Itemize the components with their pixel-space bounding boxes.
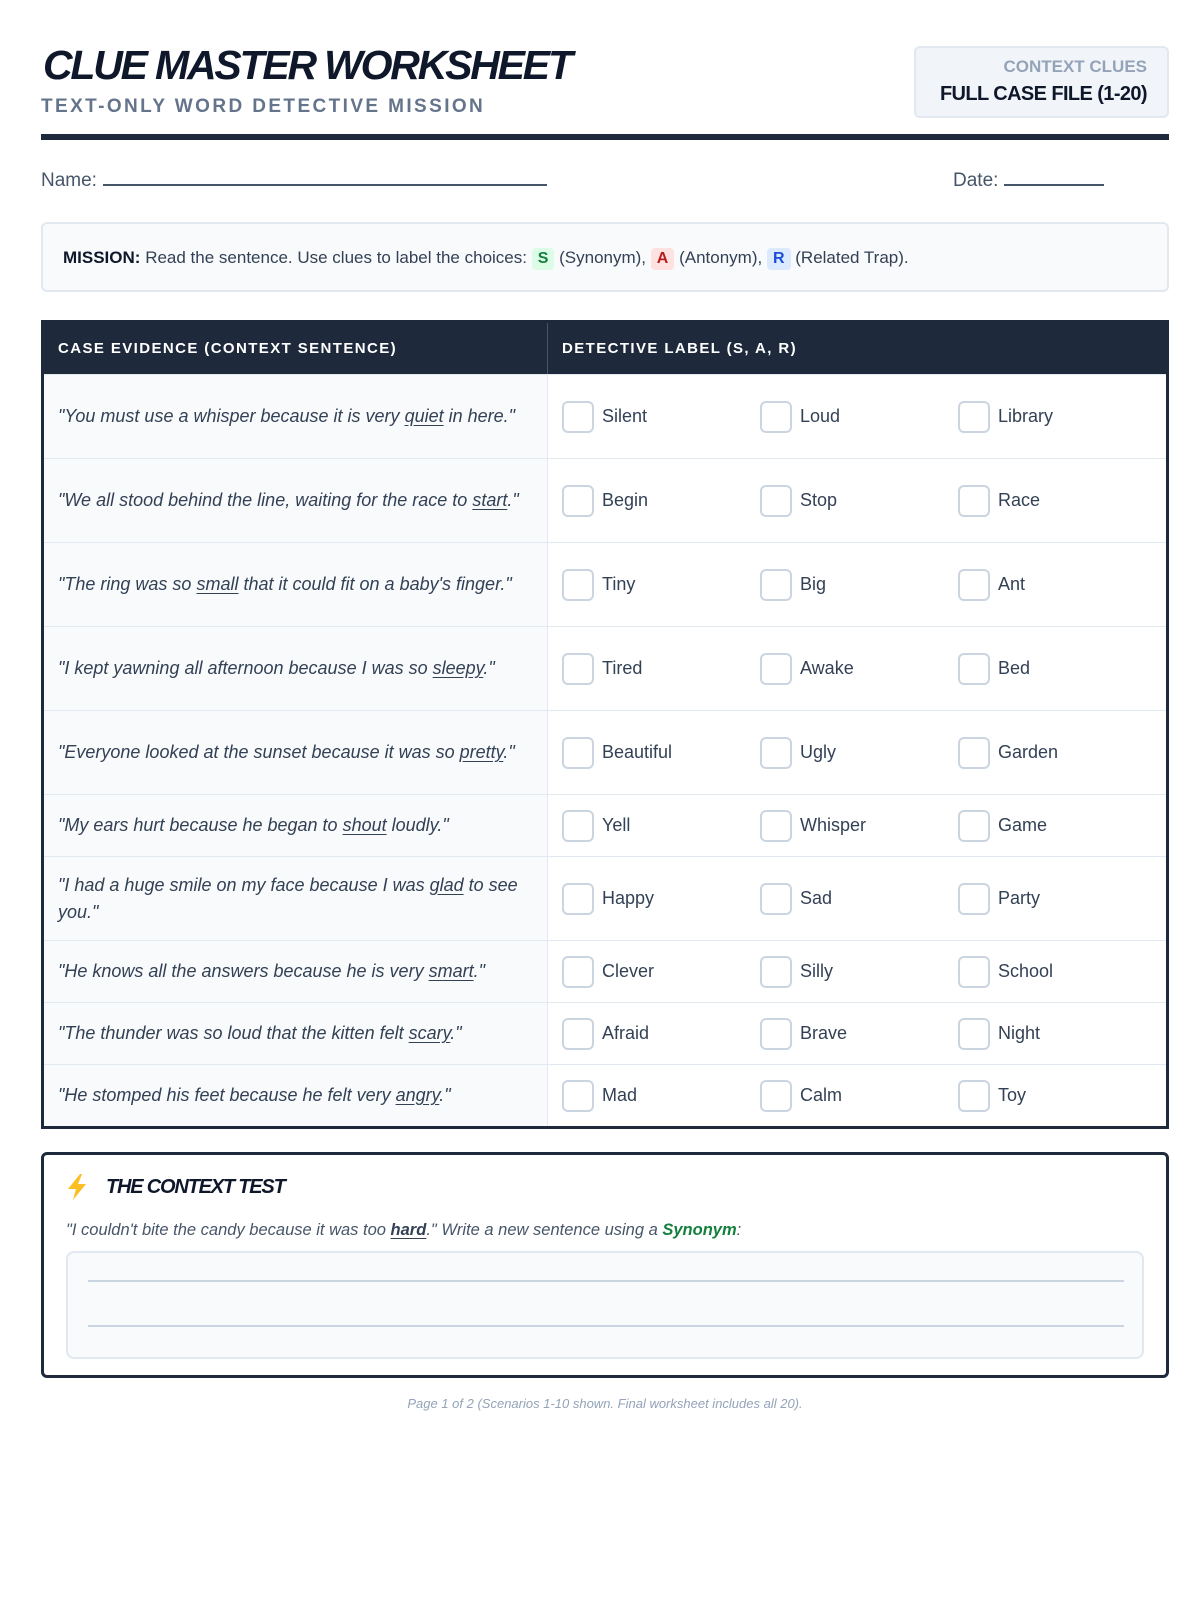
evidence-table bbox=[41, 320, 1169, 1129]
sentence-end: ." bbox=[473, 961, 485, 981]
option-word: Stop bbox=[800, 490, 838, 510]
option[interactable] bbox=[958, 1080, 1156, 1112]
label-checkbox[interactable] bbox=[958, 1080, 990, 1112]
option[interactable] bbox=[562, 401, 760, 433]
context-sentence bbox=[44, 1003, 548, 1064]
sentence-start: "He knows all the answers because he is very bbox=[58, 961, 429, 981]
page-footer: Page 1 of 2 (Scenarios 1-10 shown. Final worksheet includes all 20). bbox=[407, 1396, 803, 1411]
option[interactable] bbox=[760, 401, 958, 433]
related-trap-legend: (Related Trap). bbox=[795, 248, 909, 267]
badge-topic: CONTEXT CLUES bbox=[1003, 57, 1147, 76]
label-checkbox[interactable] bbox=[760, 956, 792, 988]
label-checkbox[interactable] bbox=[958, 737, 990, 769]
target-word: sleepy bbox=[432, 658, 484, 678]
target-word: small bbox=[196, 574, 239, 594]
sentence-start: "You must use a whisper because it is very bbox=[58, 406, 405, 426]
label-checkbox[interactable] bbox=[760, 569, 792, 601]
target-word: smart bbox=[428, 961, 474, 981]
target-word: shout bbox=[342, 815, 387, 835]
sentence-start: "We all stood behind the line, waiting for the race to bbox=[58, 490, 473, 510]
sentence-start: "I had a huge smile on my face because I was bbox=[58, 874, 430, 895]
answer-line bbox=[88, 1325, 1124, 1327]
context-sentence bbox=[44, 627, 548, 710]
label-checkbox[interactable] bbox=[760, 485, 792, 517]
option[interactable] bbox=[958, 653, 1156, 685]
label-checkbox[interactable] bbox=[760, 810, 792, 842]
label-options bbox=[548, 627, 1166, 710]
option[interactable] bbox=[958, 401, 1156, 433]
mission-label: MISSION: bbox=[63, 248, 141, 267]
target-word: glad bbox=[429, 874, 464, 895]
option-word: Clever bbox=[602, 961, 655, 981]
option-word: Silly bbox=[800, 961, 834, 981]
target-word: pretty bbox=[459, 742, 504, 762]
option-word: Yell bbox=[602, 815, 631, 835]
header bbox=[41, 42, 1169, 142]
label-checkbox[interactable] bbox=[760, 1018, 792, 1050]
case-file-badge bbox=[914, 46, 1169, 118]
synonym-tag: S bbox=[532, 248, 555, 270]
table-row bbox=[44, 856, 1166, 940]
option[interactable] bbox=[760, 956, 958, 988]
answer-line bbox=[88, 1280, 1124, 1282]
label-options bbox=[548, 1065, 1166, 1126]
option-word: Big bbox=[800, 574, 827, 594]
label-checkbox[interactable] bbox=[958, 569, 990, 601]
table-row bbox=[44, 542, 1166, 626]
label-checkbox[interactable] bbox=[760, 1080, 792, 1112]
page-subtitle: TEXT-ONLY WORD DETECTIVE MISSION bbox=[41, 96, 486, 117]
label-checkbox[interactable] bbox=[562, 653, 594, 685]
option[interactable] bbox=[760, 569, 958, 601]
sentence-start: "My ears hurt because he began to bbox=[58, 815, 343, 835]
name-label: Name: bbox=[41, 170, 97, 191]
label-checkbox[interactable] bbox=[958, 956, 990, 988]
sentence-end: ." bbox=[439, 1085, 451, 1105]
label-checkbox[interactable] bbox=[562, 883, 594, 915]
option-word: Afraid bbox=[602, 1023, 650, 1043]
mission-box bbox=[41, 222, 1169, 292]
option[interactable] bbox=[562, 737, 760, 769]
target-word: angry bbox=[395, 1085, 440, 1105]
option[interactable] bbox=[958, 1018, 1156, 1050]
table-row bbox=[44, 710, 1166, 794]
option[interactable] bbox=[760, 653, 958, 685]
label-checkbox[interactable] bbox=[562, 737, 594, 769]
option-word: Game bbox=[998, 815, 1048, 835]
label-checkbox[interactable] bbox=[958, 1018, 990, 1050]
related-trap-tag: R bbox=[767, 248, 791, 270]
label-options bbox=[548, 543, 1166, 626]
label-options bbox=[548, 711, 1166, 794]
sentence-start: "Everyone looked at the sunset because it was so bbox=[58, 742, 460, 762]
sentence-end: ." bbox=[483, 658, 495, 678]
label-checkbox[interactable] bbox=[760, 737, 792, 769]
option-word: Bed bbox=[998, 658, 1031, 678]
label-checkbox[interactable] bbox=[958, 883, 990, 915]
option-word: Mad bbox=[602, 1085, 638, 1105]
label-options bbox=[548, 941, 1166, 1002]
table-row bbox=[44, 1064, 1166, 1126]
option-word: Calm bbox=[800, 1085, 843, 1105]
sentence-start: "The thunder was so loud that the kitten felt bbox=[58, 1023, 409, 1043]
table-row bbox=[44, 458, 1166, 542]
label-checkbox[interactable] bbox=[562, 810, 594, 842]
option[interactable] bbox=[562, 883, 760, 915]
option[interactable] bbox=[760, 485, 958, 517]
name-blank[interactable] bbox=[103, 168, 547, 186]
option-word: Ugly bbox=[800, 742, 837, 762]
prompt-end: : bbox=[736, 1221, 742, 1239]
option[interactable] bbox=[562, 956, 760, 988]
option[interactable] bbox=[760, 1018, 958, 1050]
sentence-end: in here." bbox=[443, 406, 516, 426]
name-field[interactable] bbox=[41, 168, 547, 192]
option-word: Night bbox=[998, 1023, 1041, 1043]
label-checkbox[interactable] bbox=[562, 569, 594, 601]
context-sentence bbox=[44, 711, 548, 794]
badge-scope: FULL CASE FILE (1-20) bbox=[939, 83, 1147, 105]
label-options bbox=[548, 857, 1166, 940]
option-word: Library bbox=[998, 406, 1054, 426]
label-checkbox[interactable] bbox=[958, 401, 990, 433]
target-word: quiet bbox=[404, 406, 444, 426]
sentence-end: that it could fit on a baby's finger." bbox=[238, 574, 512, 594]
option[interactable] bbox=[562, 569, 760, 601]
mission-text: Read the sentence. Use clues to label the choices: bbox=[145, 248, 527, 267]
option-word: Garden bbox=[998, 742, 1059, 762]
option-word: Begin bbox=[602, 490, 649, 510]
label-checkbox[interactable] bbox=[562, 956, 594, 988]
sentence-start: "I kept yawning all afternoon because I was so bbox=[58, 658, 433, 678]
sentence-end: ." bbox=[450, 1023, 462, 1043]
sentence-end: loudly." bbox=[386, 815, 449, 835]
option-word: Ant bbox=[998, 574, 1026, 594]
prompt-target-word: hard bbox=[390, 1221, 427, 1239]
option-word: School bbox=[998, 961, 1054, 981]
option[interactable] bbox=[562, 653, 760, 685]
table-row bbox=[44, 374, 1166, 458]
option[interactable] bbox=[958, 737, 1156, 769]
table-row bbox=[44, 794, 1166, 856]
table-header bbox=[44, 323, 1166, 374]
context-sentence bbox=[44, 857, 548, 940]
option-word: Brave bbox=[800, 1023, 848, 1043]
table-row bbox=[44, 1002, 1166, 1064]
label-checkbox[interactable] bbox=[562, 1080, 594, 1112]
option[interactable] bbox=[958, 810, 1156, 842]
option-word: Loud bbox=[800, 406, 841, 426]
column-header-evidence: CASE EVIDENCE (CONTEXT SENTENCE) bbox=[44, 323, 548, 374]
label-options bbox=[548, 459, 1166, 542]
label-checkbox[interactable] bbox=[562, 1018, 594, 1050]
date-field[interactable] bbox=[953, 168, 1104, 192]
context-sentence bbox=[44, 795, 548, 856]
label-checkbox[interactable] bbox=[958, 810, 990, 842]
option-word: Tired bbox=[602, 658, 643, 678]
context-sentence bbox=[44, 459, 548, 542]
synonym-legend: (Synonym), bbox=[559, 248, 647, 267]
label-checkbox[interactable] bbox=[562, 401, 594, 433]
answer-area[interactable] bbox=[66, 1251, 1144, 1359]
date-blank[interactable] bbox=[1004, 168, 1104, 186]
context-test-title: THE CONTEXT TEST bbox=[106, 1175, 285, 1198]
target-word: start bbox=[472, 490, 508, 510]
prompt-start: "I couldn't bite the candy because it was too bbox=[66, 1221, 391, 1239]
prompt-middle: ." Write a new sentence using a bbox=[426, 1221, 663, 1239]
option-word: Race bbox=[998, 490, 1041, 510]
label-checkbox[interactable] bbox=[760, 401, 792, 433]
option[interactable] bbox=[958, 485, 1156, 517]
target-word: scary bbox=[408, 1023, 451, 1043]
option-word: Party bbox=[998, 888, 1041, 908]
option[interactable] bbox=[562, 810, 760, 842]
context-test-prompt bbox=[66, 1221, 741, 1240]
option-word: Tiny bbox=[602, 574, 636, 594]
option-word: Silent bbox=[602, 406, 648, 426]
option-word: Happy bbox=[602, 888, 655, 908]
context-sentence bbox=[44, 375, 548, 458]
option[interactable] bbox=[760, 810, 958, 842]
option[interactable] bbox=[760, 883, 958, 915]
label-checkbox[interactable] bbox=[958, 653, 990, 685]
label-checkbox[interactable] bbox=[562, 485, 594, 517]
label-checkbox[interactable] bbox=[958, 485, 990, 517]
table-row bbox=[44, 626, 1166, 710]
sentence-start: "The ring was so bbox=[58, 574, 197, 594]
context-sentence bbox=[44, 941, 548, 1002]
date-label: Date: bbox=[953, 170, 999, 191]
column-header-label: DETECTIVE LABEL (S, A, R) bbox=[562, 340, 798, 357]
sentence-start: "He stomped his feet because he felt very bbox=[58, 1085, 396, 1105]
context-sentence bbox=[44, 1065, 548, 1126]
label-checkbox[interactable] bbox=[760, 883, 792, 915]
option-word: Awake bbox=[800, 658, 854, 678]
label-checkbox[interactable] bbox=[760, 653, 792, 685]
label-options bbox=[548, 795, 1166, 856]
option[interactable] bbox=[562, 1018, 760, 1050]
context-test-header bbox=[64, 1173, 285, 1201]
sentence-end: ." bbox=[503, 742, 515, 762]
option-word: Whisper bbox=[800, 815, 867, 835]
option[interactable] bbox=[958, 956, 1156, 988]
antonym-tag: A bbox=[651, 248, 675, 270]
label-options bbox=[548, 1003, 1166, 1064]
option-word: Sad bbox=[800, 888, 833, 908]
page-title: CLUE MASTER WORKSHEET bbox=[43, 42, 571, 88]
option[interactable] bbox=[958, 569, 1156, 601]
antonym-legend: (Antonym), bbox=[679, 248, 763, 267]
option[interactable] bbox=[760, 1080, 958, 1112]
option[interactable] bbox=[760, 737, 958, 769]
option-word: Toy bbox=[998, 1085, 1027, 1105]
option[interactable] bbox=[562, 1080, 760, 1112]
sentence-end: ." bbox=[507, 490, 519, 510]
prompt-synonym: Synonym bbox=[662, 1221, 737, 1239]
option[interactable] bbox=[562, 485, 760, 517]
context-test-box bbox=[41, 1152, 1169, 1378]
option[interactable] bbox=[958, 883, 1156, 915]
table-row bbox=[44, 940, 1166, 1002]
lightning-bolt-icon bbox=[64, 1173, 90, 1201]
label-options bbox=[548, 375, 1166, 458]
header-divider bbox=[41, 134, 1169, 140]
context-sentence bbox=[44, 543, 548, 626]
sentence-end: to see you." bbox=[58, 874, 518, 922]
option-word: Beautiful bbox=[602, 742, 673, 762]
